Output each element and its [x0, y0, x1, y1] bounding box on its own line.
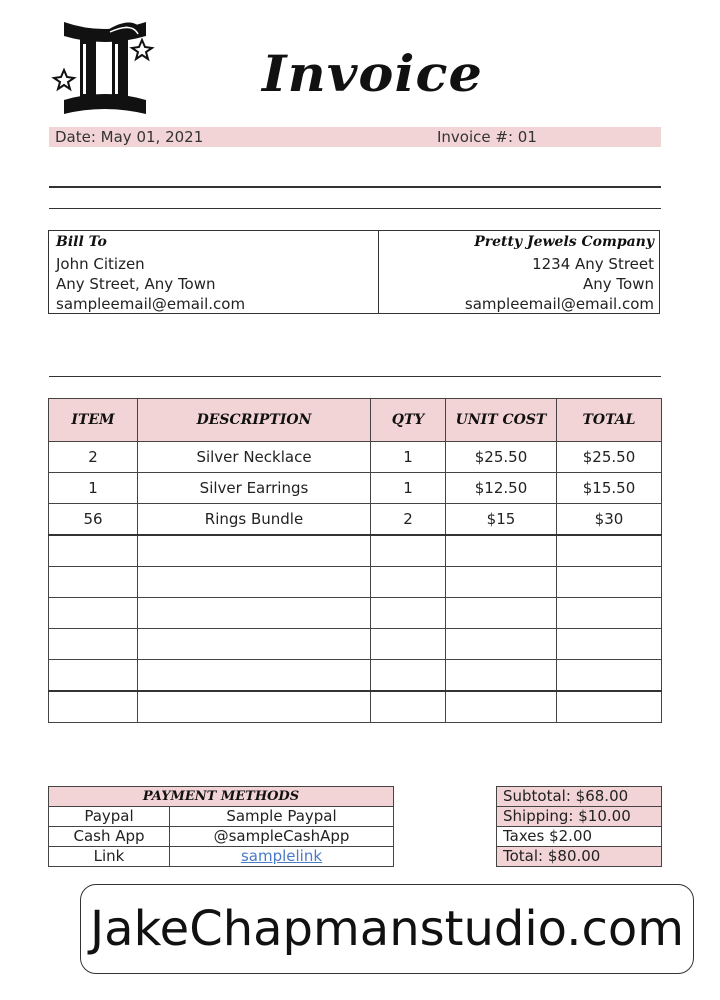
cell-total: $25.50 [557, 442, 662, 473]
invoice-date: Date: May 01, 2021 [55, 128, 204, 146]
payment-heading: PAYMENT METHODS [49, 787, 394, 807]
table-header-row [49, 399, 662, 442]
table-row-empty [49, 598, 662, 629]
cell-total: $15.50 [557, 473, 662, 504]
cell-unit-cost: $15 [446, 504, 557, 536]
cell-qty: 2 [371, 504, 446, 536]
company-email: sampleemail@email.com [464, 295, 654, 313]
table-row-empty [49, 535, 662, 567]
cell-qty: 1 [371, 473, 446, 504]
table-row-empty [49, 691, 662, 723]
cell-unit-cost: $25.50 [446, 442, 557, 473]
watermark-text: JakeChapmanstudio.com [90, 901, 684, 957]
cell-description: Silver Earrings [138, 473, 371, 504]
table-row [49, 827, 394, 847]
table-row [49, 473, 662, 504]
payment-detail: Sample Paypal [170, 807, 394, 827]
cell-description: Silver Necklace [138, 442, 371, 473]
company-town: Any Town [583, 275, 654, 293]
cell-qty: 1 [371, 442, 446, 473]
cell-item: 2 [49, 442, 138, 473]
bill-to-heading: Bill To [56, 234, 107, 250]
totals-table [496, 786, 662, 867]
payment-method: Link [49, 847, 170, 867]
table-row-empty [49, 660, 662, 692]
payment-method: Cash App [49, 827, 170, 847]
cell-total: $30 [557, 504, 662, 536]
header-unit-cost: UNIT COST [446, 399, 557, 442]
bill-to-email: sampleemail@email.com [56, 295, 246, 313]
taxes: Taxes $2.00 [497, 827, 662, 847]
header-total: TOTAL [557, 399, 662, 442]
cell-item: 1 [49, 473, 138, 504]
header-description: DESCRIPTION [138, 399, 371, 442]
company-street: 1234 Any Street [532, 255, 654, 273]
payment-methods-table [48, 786, 394, 867]
table-row [49, 807, 394, 827]
payment-link-cell [170, 847, 394, 867]
grand-total: Total: $80.00 [497, 847, 662, 867]
payment-detail: @sampleCashApp [170, 827, 394, 847]
header-qty: QTY [371, 399, 446, 442]
divider [49, 376, 661, 377]
company-name: Pretty Jewels Company [474, 234, 654, 250]
divider [49, 208, 661, 209]
table-row [49, 504, 662, 536]
cell-description: Rings Bundle [138, 504, 371, 536]
invoice-number: Invoice #: 01 [437, 128, 537, 146]
table-row-empty [49, 629, 662, 660]
subtotal: Subtotal: $68.00 [497, 787, 662, 807]
divider [378, 230, 379, 314]
header-item: ITEM [49, 399, 138, 442]
cell-item: 56 [49, 504, 138, 536]
bill-to-name: John Citizen [56, 255, 145, 273]
bill-to-address: Any Street, Any Town [56, 275, 216, 293]
page-title: Invoice [262, 44, 483, 103]
table-row-empty [49, 567, 662, 598]
table-row [49, 847, 394, 867]
table-row [49, 442, 662, 473]
items-table [48, 398, 662, 723]
divider [49, 186, 661, 188]
payment-link[interactable]: samplelink [240, 847, 323, 865]
cell-unit-cost: $12.50 [446, 473, 557, 504]
gemini-sign-icon [50, 14, 158, 122]
payment-method: Paypal [49, 807, 170, 827]
shipping: Shipping: $10.00 [497, 807, 662, 827]
